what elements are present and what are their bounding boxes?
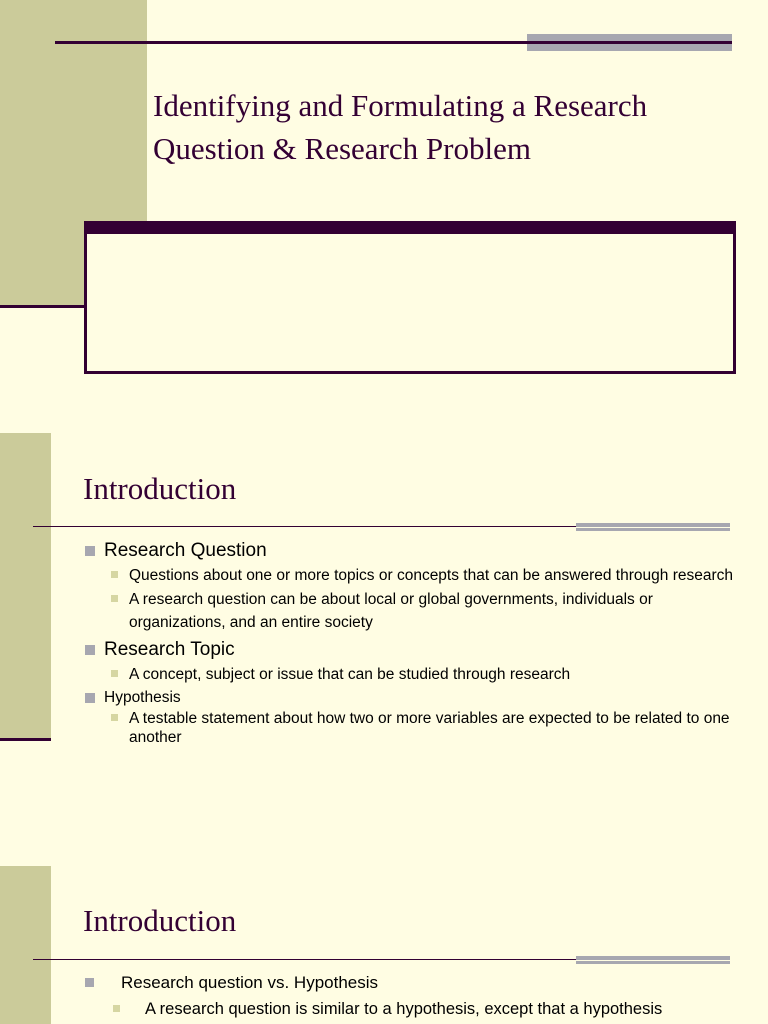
title-grey-bar-lower <box>576 961 730 964</box>
list-item: A concept, subject or issue that can be studied through research <box>83 663 733 686</box>
header-grey-bar <box>527 34 732 41</box>
side-rule <box>0 738 51 741</box>
introduction-slide-2 <box>0 866 768 1024</box>
bullet-list <box>83 972 743 1020</box>
introduction-slide <box>0 433 768 866</box>
slide-title: Introduction <box>83 903 237 938</box>
list-item: Research question vs. Hypothesis <box>83 972 743 994</box>
bullet-list <box>83 535 733 747</box>
subtitle-box-header <box>84 221 736 234</box>
slide-title-line-1: Identifying and Formulating a Research <box>153 88 648 123</box>
title-grey-bar <box>576 956 730 960</box>
bullet-marker <box>85 978 94 987</box>
side-accent-band <box>0 433 51 739</box>
title-grey-bar <box>576 523 730 527</box>
list-item: Hypothesis <box>83 688 733 708</box>
side-rule <box>0 305 86 308</box>
title-slide <box>0 0 768 433</box>
list-item: Questions about one or more topics or concepts that can be answered through research <box>83 564 733 587</box>
subtitle-box <box>84 221 736 374</box>
slide-title <box>153 84 743 170</box>
list-item: Research Question <box>83 539 733 563</box>
bullet-marker <box>113 1005 120 1012</box>
title-grey-bar-lower <box>576 528 730 531</box>
list-item: A testable statement about how two or more variables are expected to be related to one another <box>83 709 733 747</box>
slide-title-line-2: Question & Research Problem <box>153 131 531 166</box>
list-item: A research question is similar to a hypothesis, except that a hypothesis <box>83 998 743 1020</box>
list-item: Research Topic <box>83 638 733 662</box>
slide-title: Introduction <box>83 471 237 506</box>
list-item: A research question can be about local or global governments, individuals or organizations, and an entire society <box>83 588 733 634</box>
side-accent-band <box>0 866 51 1024</box>
header-grey-bar-lower <box>527 44 732 51</box>
